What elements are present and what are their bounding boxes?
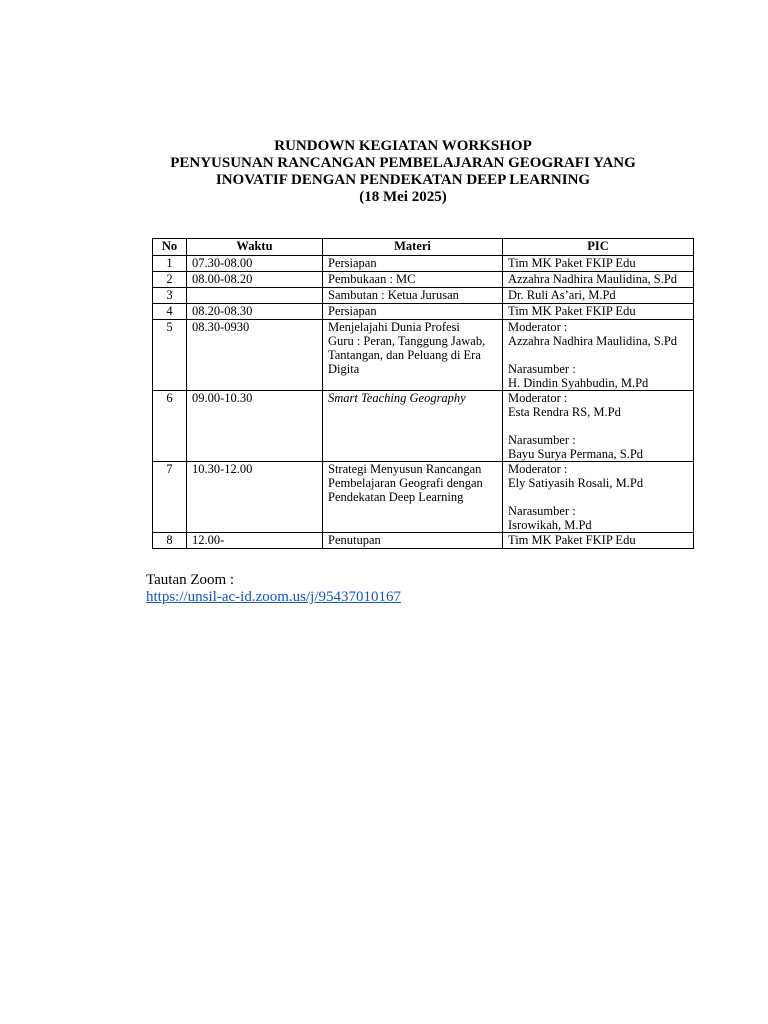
moderator-label: Moderator : [508, 391, 568, 405]
cell-pic [503, 272, 694, 288]
cell-no: 6 [153, 391, 187, 462]
cell-materi [323, 391, 503, 462]
header-pic: PIC [503, 239, 694, 256]
title-date: (18 Mei 2025) [359, 189, 447, 205]
cell-waktu: 07.30-08.00 [187, 256, 323, 272]
materi-line: Persiapan [328, 256, 377, 270]
moderator-name: Ely Satiyasih Rosali, M.Pd [508, 476, 644, 490]
cell-no: 7 [153, 462, 187, 533]
cell-pic [503, 391, 694, 462]
zoom-link[interactable]: https://unsil-ac-id.zoom.us/j/95437010167 [146, 589, 401, 605]
pic-spacer [508, 419, 688, 433]
narasumber-label: Narasumber : [508, 362, 576, 376]
cell-waktu: 12.00- [187, 533, 323, 549]
zoom-section [146, 572, 401, 606]
pic-line: Dr. Ruli As’ari, M.Pd [508, 288, 616, 302]
title-line-2: PENYUSUNAN RANCANGAN PEMBELAJARAN GEOGRAFI YANG [170, 155, 636, 171]
header-no: No [153, 239, 187, 256]
moderator-label: Moderator : [508, 462, 568, 476]
materi-line: Digita [328, 362, 360, 376]
table-row [153, 462, 694, 533]
title-line-1: RUNDOWN KEGIATAN WORKSHOP [274, 138, 532, 154]
materi-line: Smart Teaching Geography [328, 391, 466, 405]
moderator-label: Moderator : [508, 320, 568, 334]
narasumber-label: Narasumber : [508, 433, 576, 447]
table-row [153, 320, 694, 391]
narasumber-name: Bayu Surya Permana, S.Pd [508, 447, 644, 461]
materi-line: Penutupan [328, 533, 381, 547]
pic-line: Tim MK Paket FKIP Edu [508, 304, 636, 318]
cell-no: 1 [153, 256, 187, 272]
table-row [153, 533, 694, 549]
cell-materi [323, 533, 503, 549]
cell-waktu [187, 288, 323, 304]
cell-no: 2 [153, 272, 187, 288]
cell-no: 3 [153, 288, 187, 304]
cell-materi [323, 256, 503, 272]
zoom-label: Tautan Zoom : [146, 572, 235, 588]
narasumber-name: Isrowikah, M.Pd [508, 518, 592, 532]
materi-line: Pembukaan : MC [328, 272, 416, 286]
cell-waktu: 10.30-12.00 [187, 462, 323, 533]
moderator-name: Esta Rendra RS, M.Pd [508, 405, 621, 419]
moderator-name: Azzahra Nadhira Maulidina, S.Pd [508, 334, 678, 348]
materi-line: Menjelajahi Dunia Profesi [328, 320, 460, 334]
table-header-row [153, 239, 694, 256]
header-materi: Materi [323, 239, 503, 256]
table-row [153, 272, 694, 288]
materi-line: Pendekatan Deep Learning [328, 490, 464, 504]
header-waktu: Waktu [187, 239, 323, 256]
cell-pic [503, 288, 694, 304]
pic-line: Tim MK Paket FKIP Edu [508, 256, 636, 270]
pic-line: Azzahra Nadhira Maulidina, S.Pd [508, 272, 678, 286]
cell-pic [503, 533, 694, 549]
pic-line: Tim MK Paket FKIP Edu [508, 533, 636, 547]
materi-line: Persiapan [328, 304, 377, 318]
materi-line: Strategi Menyusun Rancangan [328, 462, 482, 476]
document-title [0, 138, 768, 206]
rundown-table [152, 238, 694, 549]
table-row [153, 304, 694, 320]
table-row [153, 256, 694, 272]
cell-pic [503, 462, 694, 533]
narasumber-name: H. Dindin Syahbudin, M.Pd [508, 376, 649, 390]
cell-waktu: 09.00-10.30 [187, 391, 323, 462]
cell-materi [323, 462, 503, 533]
cell-materi [323, 304, 503, 320]
materi-line: Guru : Peran, Tanggung Jawab, [328, 334, 486, 348]
table-row [153, 288, 694, 304]
cell-materi [323, 272, 503, 288]
cell-pic [503, 320, 694, 391]
cell-no: 4 [153, 304, 187, 320]
cell-pic [503, 256, 694, 272]
title-line-3: INOVATIF DENGAN PENDEKATAN DEEP LEARNING [215, 172, 591, 188]
cell-waktu: 08.20-08.30 [187, 304, 323, 320]
cell-waktu: 08.30-0930 [187, 320, 323, 391]
materi-line: Sambutan : Ketua Jurusan [328, 288, 459, 302]
cell-pic [503, 304, 694, 320]
cell-waktu: 08.00-08.20 [187, 272, 323, 288]
materi-line: Tantangan, dan Peluang di Era [328, 348, 481, 362]
pic-spacer [508, 348, 688, 362]
cell-no: 5 [153, 320, 187, 391]
cell-materi [323, 320, 503, 391]
cell-no: 8 [153, 533, 187, 549]
pic-spacer [508, 490, 688, 504]
table-row [153, 391, 694, 462]
narasumber-label: Narasumber : [508, 504, 576, 518]
cell-materi [323, 288, 503, 304]
materi-line: Pembelajaran Geografi dengan [328, 476, 483, 490]
